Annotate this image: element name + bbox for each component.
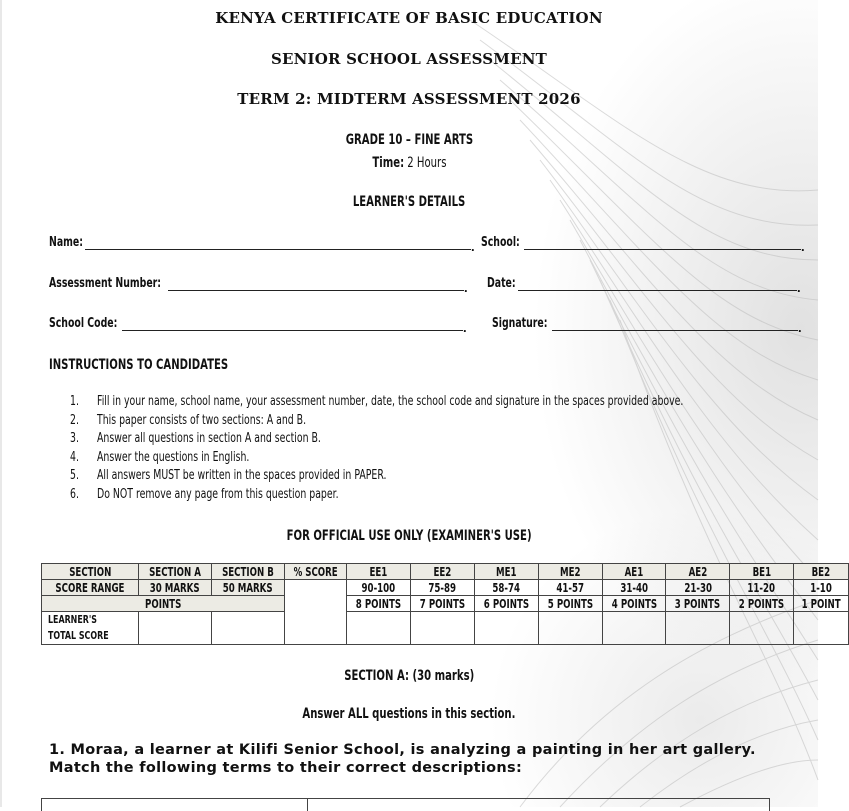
assessment-number-label: Assessment Number: [49,276,162,291]
header-cell: % SCORE [284,564,346,580]
assessment-end-dot: . [464,280,468,295]
section-b-marks: 50 MARKS [211,580,284,596]
score-table-header-row [42,564,849,580]
time-text [372,155,446,171]
grade-line [0,131,818,148]
section-a-marks: 30 MARKS [138,580,211,596]
percent-score-cell[interactable] [284,580,346,645]
name-label: Name: [49,235,83,250]
assessment-number-field[interactable] [168,290,464,291]
range-cell: 1-10 [794,580,849,596]
official-use-heading: FOR OFFICIAL USE ONLY (EXAMINER'S USE) [286,528,532,544]
points-row [42,596,849,612]
signature-field[interactable] [552,330,798,331]
learner-details-heading: LEARNER'S DETAILS [352,194,466,210]
header-cell: SECTION A [138,564,211,580]
date-label: Date: [487,276,516,291]
score-range-label: SCORE RANGE [42,580,139,596]
points-cell: 6 POINTS [474,596,538,612]
section-a-heading: SECTION A: (30 marks) [344,668,474,684]
time-value: 2 Hours [406,155,447,171]
header-cell: ME2 [538,564,602,580]
school-code-end-dot: . [463,320,467,335]
range-cell: 31-40 [602,580,666,596]
range-cell: 11-20 [730,580,794,596]
signature-end-dot: . [798,320,802,335]
learner-details-line [0,193,818,210]
header-cell: AE2 [666,564,730,580]
points-cell: 1 POINT [794,596,849,612]
field-row-code-signature [49,316,809,336]
points-cell: 4 POINTS [602,596,666,612]
range-cell: 21-30 [666,580,730,596]
grade-box-cell[interactable] [347,612,411,645]
instructions-heading: INSTRUCTIONS TO CANDIDATES [49,357,229,373]
header-cell: AE1 [602,564,666,580]
name-field[interactable] [85,249,471,250]
header-title-1: KENYA CERTIFICATE OF BASIC EDUCATION [215,9,603,27]
range-cell: 75-89 [410,580,474,596]
date-field[interactable] [518,290,797,291]
header-title-3: TERM 2: MIDTERM ASSESSMENT 2026 [237,90,581,108]
instructions-heading-wrap [49,356,298,373]
points-cell: 7 POINTS [410,596,474,612]
range-cell: 58-74 [474,580,538,596]
score-range-row [42,580,849,596]
school-end-dot: . [801,239,805,254]
header-cell: BE1 [730,564,794,580]
section-b-score-cell[interactable] [211,612,284,645]
grade-box-cell[interactable] [538,612,602,645]
name-end-dot: . [471,239,475,254]
school-code-field[interactable] [122,330,463,331]
header-cell: EE2 [410,564,474,580]
grade-box-cell[interactable] [794,612,849,645]
grade-title: GRADE 10 – FINE ARTS [345,132,473,148]
school-label: School: [481,235,520,250]
official-use-line [0,527,818,544]
points-label: POINTS [42,596,285,612]
points-cell: 2 POINTS [730,596,794,612]
points-cell: 5 POINTS [538,596,602,612]
header-cell: BE2 [794,564,849,580]
section-a-score-cell[interactable] [138,612,211,645]
score-table [41,563,849,645]
header-cell: SECTION B [211,564,284,580]
matching-table-divider [307,799,308,811]
question-1-text: 1. Moraa, a learner at Kilifi Senior School, is analyzing a painting in her art gallery. Match the following terms to their correct descriptions: [49,742,756,776]
grade-box-cell[interactable] [602,612,666,645]
section-a-instruction: Answer ALL questions in this section. [302,706,516,722]
field-row-name-school [49,235,809,255]
signature-label: Signature: [492,316,548,331]
field-row-assessment-date [49,276,809,296]
grade-box-cell[interactable] [474,612,538,645]
header-cell: ME1 [474,564,538,580]
exam-page: KENYA CERTIFICATE OF BASIC EDUCATION SENIOR SCHOOL ASSESSMENT TERM 2: MIDTERM ASSESSMENT 2026 GRADE 10 – FINE ARTS Time: 2 Hours LEARNER'S DETAILS Name: . School: . Assessment Number: . Date: . School Code: . Signature: . INSTRUCTIONS TO CANDIDATES 1. Fill in your name, school name, your assessment number, date, the school code and signature in the spaces provided above. 2. This paper consists of two sections: A and B. 3. Answer all questions in section A and section B. 4. Answer the questions in English. 5. All answers MUST be written in the spaces provided in PAPER. 6. Do NOT remove any page from this question paper. FOR OFFICIAL USE ONLY (EXAMINER'S USE) SECTION SECTION A SECTION B % SCORE EE1 EE2 ME1 ME2 AE1 AE2 BE1 BE2 SCORE RANGE 30 MARKS 50 MARKS 90-100 75-89 58-74 41-57 31-40 21-30 11-20 1-10 POINTS 8 POINTS 7 POINTS 6 POINTS 5 POINTS 4 POINTS 3 POINTS 2 POINTS 1 POINT LEARNER'S TOTAL SCORE SECTION A: (30 marks) Answer ALL questions in this section. 1. Moraa, a learner at Kilifi Senior School, is analyzing a painting in her art gallery. Match the following terms to their correct descriptions: [0,0,818,807]
header-cell: SECTION [42,564,139,580]
time-line [0,154,818,171]
matching-table-top [41,798,770,811]
header-cell: EE1 [347,564,411,580]
time-label: Time: [371,155,404,171]
school-code-label: School Code: [49,316,118,331]
header-title-2: SENIOR SCHOOL ASSESSMENT [270,50,548,68]
grade-box-cell[interactable] [730,612,794,645]
learner-total-row [42,612,849,645]
grade-box-cell[interactable] [410,612,474,645]
section-a-instruction-line [0,705,818,722]
learner-total-label: LEARNER'S TOTAL SCORE [42,612,139,645]
grade-box-cell[interactable] [666,612,730,645]
points-cell: 3 POINTS [666,596,730,612]
points-cell: 8 POINTS [347,596,411,612]
school-field[interactable] [524,249,801,250]
range-cell: 41-57 [538,580,602,596]
date-end-dot: . [797,280,801,295]
range-cell: 90-100 [347,580,411,596]
section-a-line [0,667,818,684]
